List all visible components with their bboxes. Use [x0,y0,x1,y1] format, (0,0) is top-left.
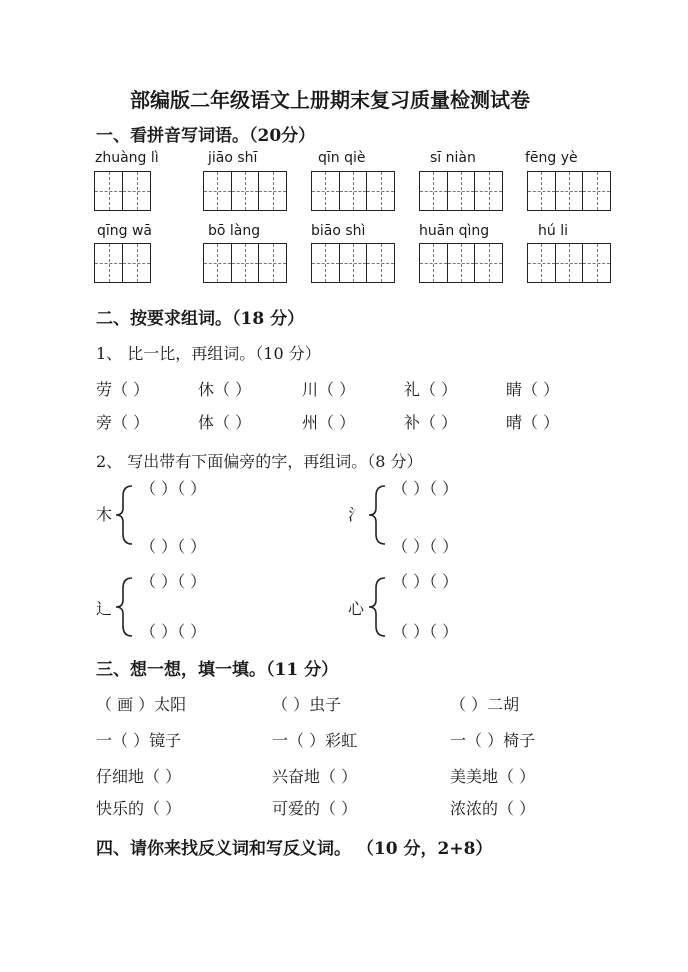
compare-blank[interactable]: 旁（ ） [96,413,150,432]
pinyin-label: sī niàn [430,150,476,166]
fill-item[interactable]: 浓浓的（ ） [450,799,536,818]
writing-grid[interactable] [419,243,503,283]
writing-grid[interactable] [419,171,503,211]
writing-grid[interactable] [527,243,611,283]
compare-blank[interactable]: 川（ ） [302,380,356,399]
fill-item[interactable]: 可爱的（ ） [272,799,358,818]
brace-icon [114,484,134,546]
compare-blank[interactable]: 休（ ） [198,380,252,399]
pinyin-label: zhuàng lì [95,150,159,166]
compare-blank[interactable]: 晴（ ） [506,413,560,432]
pinyin-label: qīng wā [97,223,153,239]
fill-item[interactable]: 快乐的（ ） [96,799,182,818]
fill-item[interactable]: （ ）虫子 [272,695,342,714]
writing-grid[interactable] [527,171,611,211]
writing-grid[interactable] [203,243,287,283]
pinyin-label: biāo shì [311,223,366,239]
radical-label: 氵 [348,505,365,524]
compare-blank[interactable]: 补（ ） [404,413,458,432]
blank-pair[interactable]: （ ）（ ） [140,479,207,498]
blank-pair[interactable]: （ ）（ ） [140,622,207,641]
page-title: 部编版二年级语文上册期末复习质量检测试卷 [130,88,530,112]
compare-blank[interactable]: 礼（ ） [404,380,458,399]
writing-grid[interactable] [94,243,151,283]
section1-heading: 一、看拼音写词语。（20分） [96,126,316,146]
radical-label: 心 [348,599,365,618]
blank-pair[interactable]: （ ）（ ） [392,622,459,641]
writing-grid[interactable] [203,171,287,211]
question-2-2: 2、 写出带有下面偏旁的字，再组词。（8 分） [96,452,423,471]
question-2-1: 1、 比一比，再组词。（10 分） [96,344,321,363]
writing-grid[interactable] [94,171,151,211]
radical-label: 辶 [96,599,113,618]
blank-pair[interactable]: （ ）（ ） [392,479,459,498]
pinyin-label: fēng yè [525,150,578,166]
blank-pair[interactable]: （ ）（ ） [392,537,459,556]
compare-blank[interactable]: 劳（ ） [96,380,150,399]
pinyin-label: huān qìng [419,223,490,239]
pinyin-label: bō làng [208,223,261,239]
pinyin-label: qīn qiè [318,150,366,166]
pinyin-label: jiāo shī [208,150,258,166]
brace-icon [367,576,387,638]
compare-blank[interactable]: 州（ ） [302,413,356,432]
compare-blank[interactable]: 睛（ ） [506,380,560,399]
blank-pair[interactable]: （ ）（ ） [392,572,459,591]
blank-pair[interactable]: （ ）（ ） [140,572,207,591]
fill-item[interactable]: 一（ ）彩虹 [272,731,358,750]
fill-item[interactable]: （ 画 ）太阳 [96,695,187,714]
fill-item[interactable]: 美美地（ ） [450,767,536,786]
radical-label: 木 [96,505,113,524]
fill-item[interactable]: 仔细地（ ） [96,767,182,786]
brace-icon [114,576,134,638]
fill-item[interactable]: （ ）二胡 [450,695,520,714]
pinyin-label: hú li [538,223,568,239]
writing-grid[interactable] [311,171,395,211]
brace-icon [367,484,387,546]
fill-item[interactable]: 兴奋地（ ） [272,767,358,786]
section4-heading: 四、请你来找反义词和写反义词。 （10 分，2+8） [96,839,493,859]
writing-grid[interactable] [311,243,395,283]
section2-heading: 二、按要求组词。（18 分） [96,309,305,329]
blank-pair[interactable]: （ ）（ ） [140,537,207,556]
fill-item[interactable]: 一（ ）镜子 [96,731,182,750]
fill-item[interactable]: 一（ ）椅子 [450,731,536,750]
section3-heading: 三、想一想，填一填。（11 分） [96,660,339,680]
compare-blank[interactable]: 体（ ） [198,413,252,432]
